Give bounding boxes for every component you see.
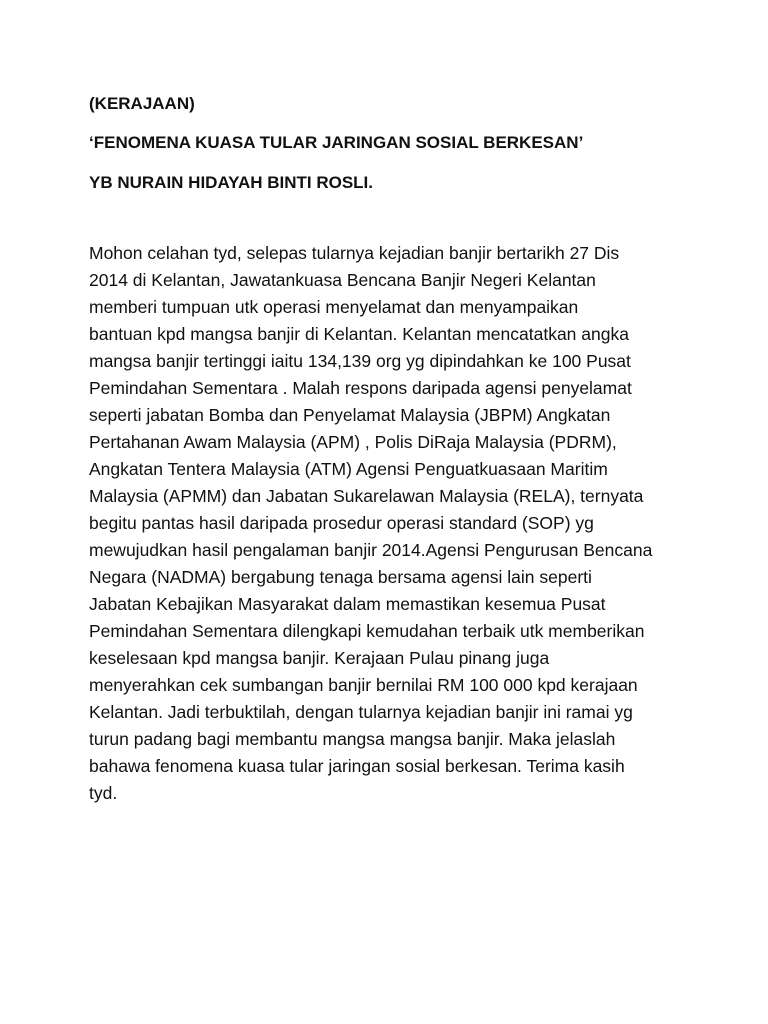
body-line: Pertahanan Awam Malaysia (APM) , Polis DiRaja Malaysia (PDRM), [89,432,617,452]
party-heading: (KERAJAAN) [89,94,195,113]
body-line: Malaysia (APMM) dan Jabatan Sukarelawan Malaysia (RELA), ternyata [89,486,644,506]
body-line: Pemindahan Sementara dilengkapi kemudahan terbaik utk memberikan [89,621,645,641]
body-paragraph [89,240,689,807]
body-line: Mohon celahan tyd, selepas tularnya kejadian banjir bertarikh 27 Dis [89,243,620,263]
body-line: tyd. [89,783,118,803]
body-line: Angkatan Tentera Malaysia (ATM) Agensi Penguatkuasaan Maritim [89,459,608,479]
body-line: seperti jabatan Bomba dan Penyelamat Malaysia (JBPM) Angkatan [89,405,611,425]
speaker-name: YB NURAIN HIDAYAH BINTI ROSLI. [89,173,373,192]
body-line: Pemindahan Sementara . Malah respons daripada agensi penyelamat [89,378,632,398]
body-line: mewujudkan hasil pengalaman banjir 2014.Agensi Pengurusan Bencana [89,540,653,560]
body-line: mangsa banjir tertinggi iaitu 134,139 org yg dipindahkan ke 100 Pusat [89,351,631,371]
body-line: memberi tumpuan utk operasi menyelamat dan menyampaikan [89,297,579,317]
speech-title: ‘FENOMENA KUASA TULAR JARINGAN SOSIAL BERKESAN’ [89,133,584,152]
body-line: keselesaan kpd mangsa banjir. Kerajaan Pulau pinang juga [89,648,550,668]
body-line: bahawa fenomena kuasa tular jaringan sosial berkesan. Terima kasih [89,756,625,776]
body-line: turun padang bagi membantu mangsa mangsa banjir. Maka jelaslah [89,729,616,749]
body-line: bantuan kpd mangsa banjir di Kelantan. Kelantan mencatatkan angka [89,324,629,344]
body-line: begitu pantas hasil daripada prosedur operasi standard (SOP) yg [89,513,594,533]
body-line: Jabatan Kebajikan Masyarakat dalam memastikan kesemua Pusat [89,594,606,614]
body-line: 2014 di Kelantan, Jawatankuasa Bencana Banjir Negeri Kelantan [89,270,596,290]
body-line: Kelantan. Jadi terbuktilah, dengan tularnya kejadian banjir ini ramai yg [89,702,633,722]
body-line: Negara (NADMA) bergabung tenaga bersama agensi lain seperti [89,567,592,587]
body-line: menyerahkan cek sumbangan banjir bernilai RM 100 000 kpd kerajaan [89,675,638,695]
